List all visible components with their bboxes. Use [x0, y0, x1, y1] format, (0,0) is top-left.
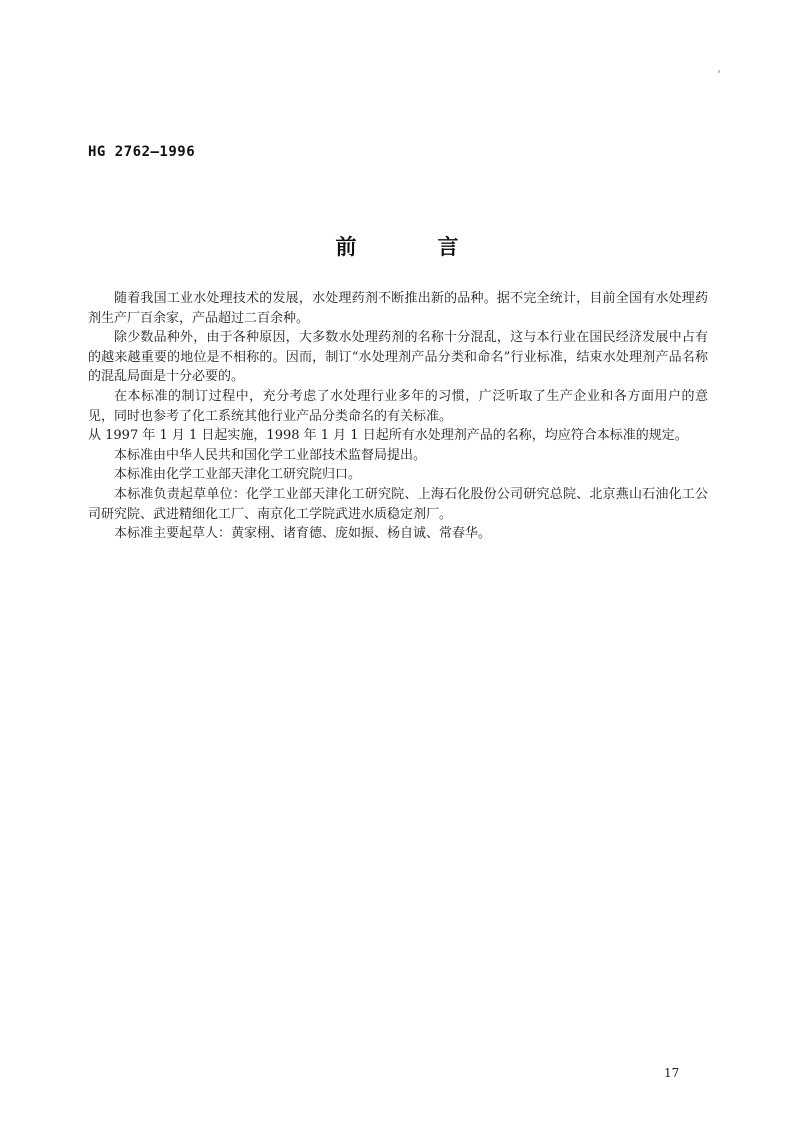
paragraph-proposed-by: 本标准由中华人民共和国化学工业部技术监督局提出。 [114, 447, 427, 463]
standard-code: HG 2762—1996 [88, 144, 196, 160]
page-title: 前 言 [335, 235, 489, 259]
paragraph-drafting-process: 在本标准的制订过程中，充分考虑了水处理行业多年的习惯，广泛听取了生产企业和各方面用户的意见，同时也参考了化工系统其他行业产品分类命名的有关标准。 [88, 388, 708, 424]
paragraph-drafters: 本标准主要起草人：黄家栩、诸育德、庞如振、杨自诚、常春华。 [114, 526, 492, 542]
paragraph-effective-date: 从 1997 年 1 月 1 日起实施，1998 年 1 月 1 日起所有水处理剂产品的名称，均应符合本标准的规定。 [88, 428, 688, 444]
foreword-body [88, 289, 708, 544]
paragraph-development: 随着我国工业水处理技术的发展，水处理药剂不断推出新的品种。据不完全统计，目前全国有水处理药剂生产厂百余家，产品超过二百余种。 [88, 291, 708, 326]
scan-speck [718, 70, 720, 73]
page-number: 17 [664, 1066, 680, 1080]
paragraph-naming-confusion: 除少数品种外，由于各种原因，大多数水处理药剂的名称十分混乱，这与本行业在国民经济发展中占有的越来越重要的地位是不相称的。因而，制订“水处理剂产品分类和命名”行业标准，结束水处理剂产品名称的混乱局面是十分必要的。 [88, 330, 708, 385]
paragraph-managed-by: 本标准由化学工业部天津化工研究院归口。 [114, 467, 362, 483]
paragraph-drafting-units: 本标准负责起草单位：化学工业部天津化工研究院、上海石化股份公司研究总院、北京燕山石油化工公司研究院、武进精细化工厂、南京化工学院武进水质稳定剂厂。 [88, 486, 708, 522]
